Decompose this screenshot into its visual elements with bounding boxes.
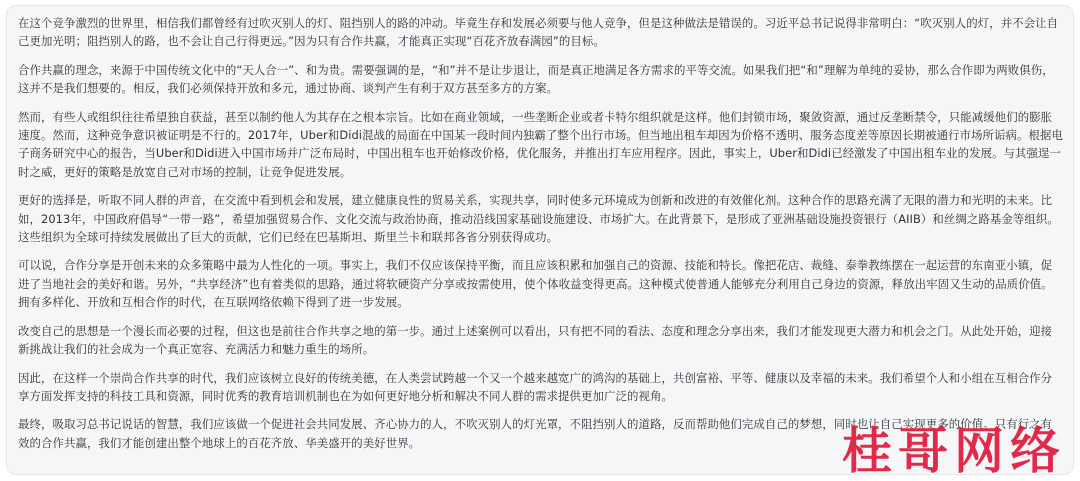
watermark-text: 桂哥网络	[842, 421, 1066, 480]
paragraph-8: 最终，吸取习总书记说话的智慧，我们应该做一个促进社会共同发展、齐心协力的人，不吹灭别人的灯光罩，不阻挡别人的道路，反而帮助他们完成自己的梦想，同时也让自己实现更多的价值。只有行之有效的合作共赢，我们才能创建出整个地球上的百花齐放、华美盛开的美好世界。	[18, 417, 1053, 450]
paragraph-1: 在这个竞争激烈的世界里，相信我们都曾经有过吹灭别人的灯、阻挡别人的路的冲动。毕竟生存和发展必须要与他人竞争，但是这种做法是错误的。习近平总书记说得非常明白：“吹灭别人的灯，并不会让自己更加光明；阻挡别人的路，也不会让自己行得更远。”因为只有合作共赢，才能真正实现“百花齐放春满园”的目标。	[18, 16, 1059, 49]
paragraph-5: 可以说，合作分享是开创未来的众多策略中最为人性化的一项。事实上，我们不仅应该保持平衡，而且应该积累和加强自己的资源、技能和特长。像把花店、裁缝、泰拳教练摆在一起运营的东南亚小镇，促进了当地社会的美好和谐。另外，“共享经济”也有着类似的思路，通过将软硬资产分享或按需使用，使个体收益变得更高。这种模式使普通人能够充分利用自己身边的资源，释放出牢固又生动的品质价值。拥有多样化、开放和互相合作的时代，在互联网络依赖下得到了进一步发展。	[18, 258, 1053, 310]
paragraph-4: 更好的选择是，听取不同人群的声音，在交流中看到机会和发展，建立健康良性的贸易关系，实现共享，同时使多元环境成为创新和改进的有效催化剂。这种合作的思路充满了无限的潜力和光明的未来。比如，2013年，中国政府倡导“一带一路”，希望加强贸易合作、文化交流与政治协商，推动沿线国家基础设施建设、市场扩大。在此背景下，是形成了亚洲基础设施投资银行（AIIB）和丝绸之路基金等组织。这些组织为全球可持续发展做出了巨大的贡献，它们已经在巴基斯坦、斯里兰卡和联邦各省分别获得成功。	[18, 193, 1059, 245]
paragraph-7: 因此，在这样一个崇尚合作共享的时代，我们应该树立良好的传统美德，在人类尝试跨越一个又一个越来越宽广的鸿沟的基础上，共创富裕、平等、健康以及幸福的未来。我们希望个人和小组在互相合作分享方面发挥支持的科技工具和资源，同时优秀的教育培训机制也在为如何更好地分析和解决不同人群的需求提供更加广泛的视角。	[18, 370, 1053, 403]
article-card	[6, 5, 1074, 475]
paragraph-6: 改变自己的思想是一个漫长而必要的过程，但这也是前往合作共享之地的第一步。通过上述案例可以看出，只有把不同的看法、态度和理念分享出来，我们才能发现更大潜力和机会之门。从此处开始，迎接新挑战让我们的社会成为一个真正宽容、充满活力和魅力重生的场所。	[18, 323, 1053, 357]
paragraph-2: 合作共赢的理念，来源于中国传统文化中的“天人合一”、和为贵。需要强调的是，“和”并不是让步退让，而是真正地满足各方需求的平等交流。如果我们把“和”理解为单纯的妥协，那么合作即为两败俱伤，这并不是我们想要的。相反，我们必须保持开放和多元，通过协商、谈判产生有利于双方甚至多方的方案。	[18, 62, 1054, 96]
paragraph-3: 然而，有些人或组织往往希望独自获益，甚至以制约他人为其存在之根本宗旨。比如在商业领域，一些垄断企业或者卡特尔组织就是这样。他们封锁市场，聚敛资源，通过反垄断禁令，只能减缓他们的膨胀速度。然而，这种竞争意识被证明是不行的。2017年，Uber和Didi混战的局面在中国某一段时间内独霸了整个出行市场。但当地出租车却因为价格不透明、服务态度差等原因长期被通行市场所诟病。根据电子商务研究中心的报告，当Uber和Didi进入中国市场并广泛布局时，中国出租车也开始修改价格，优化服务，并推出打车应用程序。因此，事实上，Uber和Didi已经激发了中国出租车业的发展。与其强逞一时之威，更好的策略是放宽自己对市场的控制，让竞争促进发展。	[18, 109, 1063, 179]
